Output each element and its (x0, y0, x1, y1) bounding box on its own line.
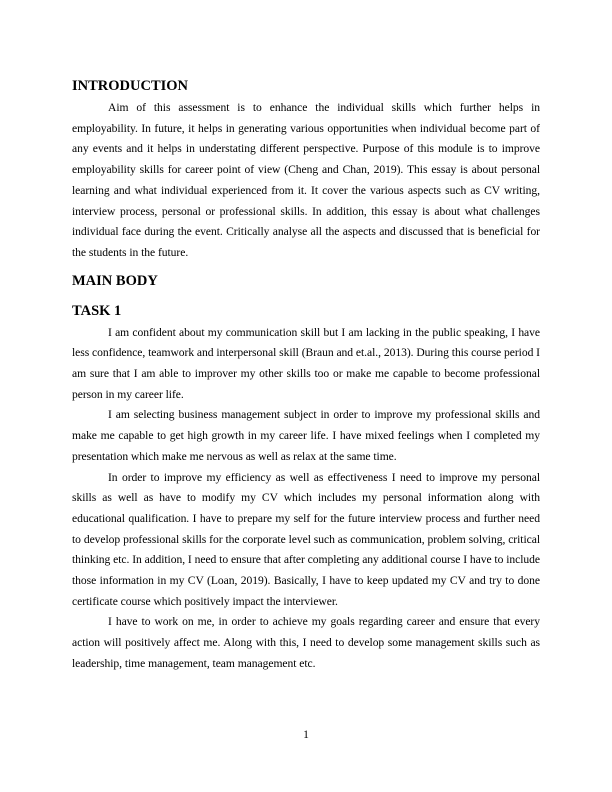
task1-heading: TASK 1 (72, 302, 122, 319)
page-number: 1 (303, 728, 309, 741)
task1-paragraph-4: I have to work on me, in order to achieve my goals regarding career and ensure that every action will positively affect me. Along with this, I need to develop some management skills such as leadership, time management, team management etc. (72, 615, 540, 670)
main-body-heading: MAIN BODY (72, 272, 158, 289)
introduction-heading: INTRODUCTION (72, 78, 189, 94)
introduction-paragraph: Aim of this assessment is to enhance the individual skills which further helps in employability. In future, it helps in generating various opportunities when individual become part of any events and it helps in understating different perspective. Purpose of this module is to improve employability skills for career point of view (Cheng and Chan, 2019). This essay is about personal learning and what individual experienced from it. It cover the various aspects such as CV writing, interview process, personal or professional skills. In addition, this essay is about what challenges individual face during the event. Critically analyse all the aspects and discussed that is beneficial for the students in the future. (72, 101, 540, 259)
task1-paragraph-3: In order to improve my efficiency as well as effectiveness I need to improve my personal skills as well as have to modify my CV which includes my personal information along with educational qualification. I have to prepare my self for the future interview process and further need to develop professional skills for the corporate level such as communication, problem solving, critical thinking etc. In addition, I need to ensure that after completing any additional course I have to include those information in my CV (Loan, 2019). Basically, I have to keep updated my CV and try to done certificate course which positively impact the interviewer. (72, 470, 540, 608)
document-page (72, 76, 540, 675)
task1-paragraph-1: I am confident about my communication skill but I am lacking in the public speaking, I have less confidence, teamwork and interpersonal skill (Braun and et.al., 2013). During this course period I am sure that I am able to improver my other skills too or make me capable to become professional person in my career life. (72, 325, 540, 401)
task1-paragraph-2: I am selecting business management subject in order to improve my professional skills and make me capable to get high growth in my career life. I have mixed feelings when I completed my presentation which make me nervous as well as relax at the same time. (72, 408, 540, 463)
